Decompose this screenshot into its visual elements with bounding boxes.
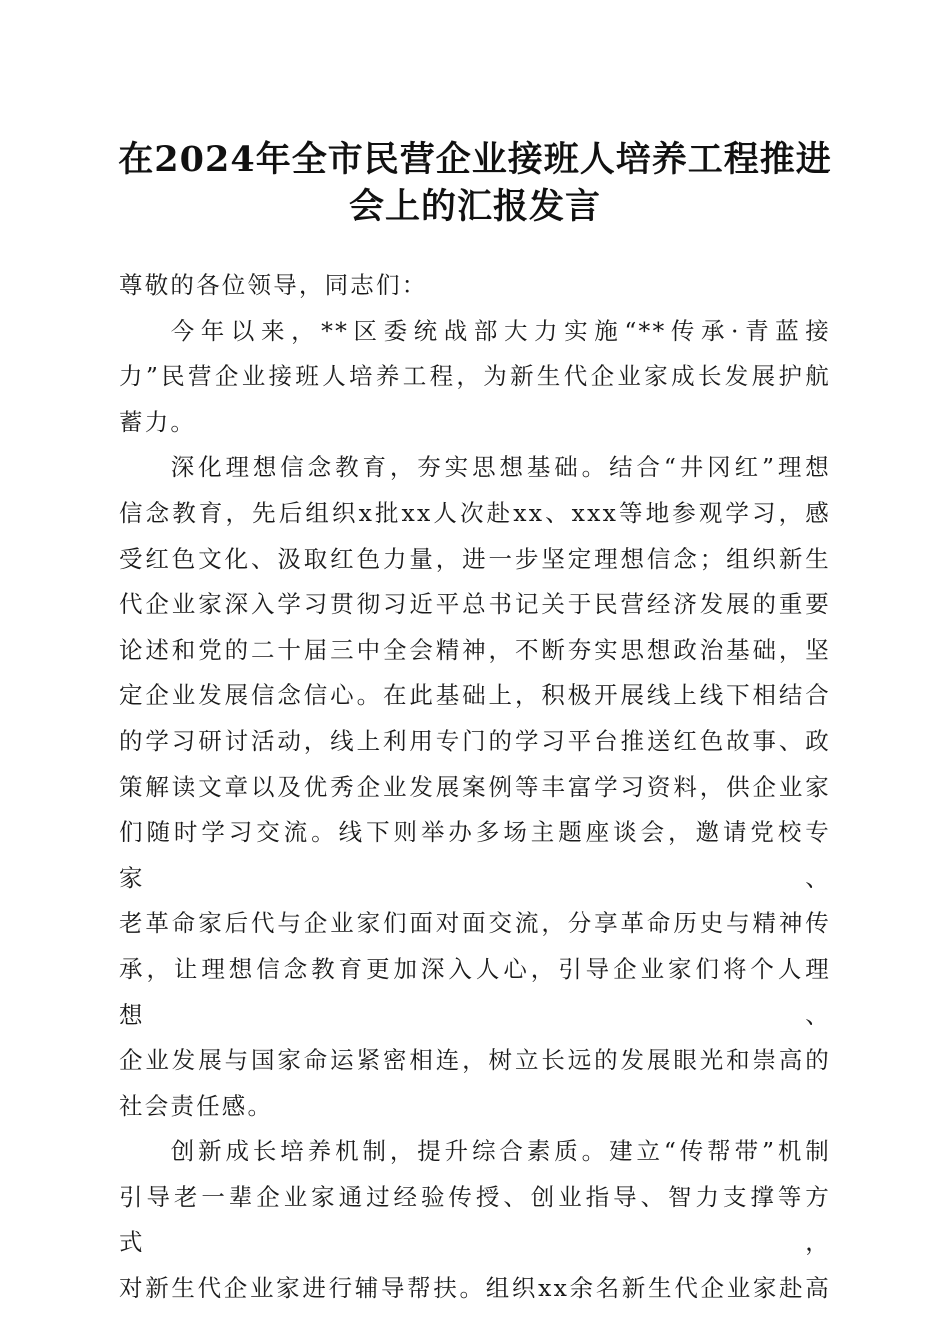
paragraph-line: 蓄力。	[119, 407, 197, 436]
paragraph-line: 策解读文章以及优秀企业发展案例等丰富学习资料，供企业家	[119, 772, 831, 801]
paragraph-line: 信念教育，先后组织x批xx人次赴xx、xxx等地参观学习，感	[119, 498, 831, 527]
paragraph-line: 论述和党的二十届三中全会精神，不断夯实思想政治基础，坚	[119, 635, 831, 664]
salutation: 尊敬的各位领导，同志们：	[119, 271, 428, 299]
paragraph-line: 们随时学习交流。线下则举办多场主题座谈会，邀请党校专家、	[119, 818, 831, 892]
paragraph-line: 社会责任感。	[119, 1091, 274, 1120]
document-title-line-2: 会上的汇报发言	[348, 186, 601, 227]
paragraph-line: 企业发展与国家命运紧密相连，树立长远的发展眼光和崇高的	[119, 1046, 831, 1075]
document-body	[119, 263, 831, 1312]
paragraph-2	[119, 445, 831, 1129]
paragraph-3	[119, 1129, 831, 1311]
paragraph-line: 对新生代企业家进行辅导帮扶。组织xx余名新生代企业家赴高	[119, 1274, 831, 1303]
paragraph-line: 受红色文化、汲取红色力量，进一步坚定理想信念；组织新生	[119, 544, 831, 573]
paragraph-line: 承，让理想信念教育更加深入人心，引导企业家们将个人理想、	[119, 954, 831, 1029]
paragraph-line: 创新成长培养机制，提升综合素质。建立“传帮带”机制	[170, 1137, 831, 1166]
paragraph-line: 力”民营企业接班人培养工程，为新生代企业家成长发展护航	[119, 362, 831, 391]
paragraph-line: 老革命家后代与企业家们面对面交流，分享革命历史与精神传	[119, 909, 831, 938]
document-title-line-1: 在2024年全市民营企业接班人培养工程推进	[118, 139, 832, 180]
paragraph-line: 今年以来，**区委统战部大力实施“**传承·青蓝接	[170, 316, 831, 345]
paragraph-line: 深化理想信念教育，夯实思想基础。结合“井冈红”理想	[170, 453, 831, 482]
paragraph-1	[119, 309, 831, 446]
paragraph-line: 代企业家深入学习贯彻习近平总书记关于民营经济发展的重要	[119, 590, 831, 619]
paragraph-line: 定企业发展信念信心。在此基础上，积极开展线上线下相结合	[119, 681, 831, 710]
paragraph-line: 引导老一辈企业家通过经验传授、创业指导、智力支撑等方式，	[119, 1182, 831, 1257]
paragraph-line: 的学习研讨活动，线上利用专门的学习平台推送红色故事、政	[119, 726, 831, 755]
